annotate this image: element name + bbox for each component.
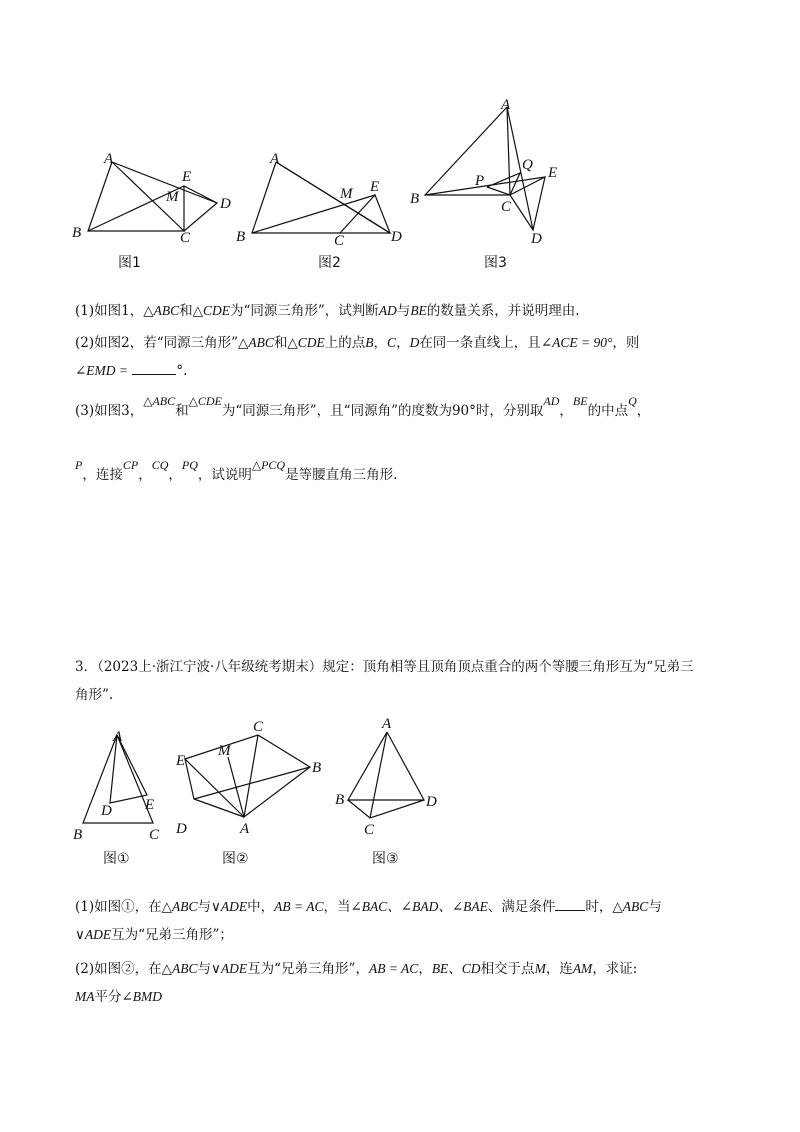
fig2-label-C: C [334, 233, 345, 249]
figure-3 [405, 95, 575, 255]
figc1-label-C: C [149, 827, 160, 843]
figure-circled-2 [170, 715, 335, 840]
fig2-label-E: E [370, 179, 380, 195]
figure-2 [230, 145, 410, 255]
fig2-label-A: A [270, 151, 280, 167]
figc2-label-A: A [240, 821, 250, 837]
fig1-label-D: D [220, 196, 231, 212]
question-3-2: (2)如图②，在△ABC与∨ADE互为“兄弟三角形”，AB = AC，BE、CD相交于点M，连AM，求证: [75, 961, 638, 977]
figc1-label-B: B [73, 827, 83, 843]
figc1-label-E: E [145, 797, 155, 813]
fig1-label-A: A [104, 151, 114, 167]
fig3-label-P: P [475, 173, 485, 189]
question-3-1-line2: ∨ADE互为“兄弟三角形”； [75, 927, 233, 943]
fig1-label-B: B [72, 225, 82, 241]
figc3-label-C: C [364, 822, 375, 837]
caption-fig3: 图3 [484, 255, 507, 271]
fig3-label-D: D [531, 231, 542, 247]
figure-circled-1 [65, 725, 175, 850]
question-1-2-line2: ∠EMD = °. [75, 360, 187, 382]
fig2-label-D: D [391, 229, 402, 245]
fig3-label-B: B [410, 191, 420, 207]
question-1-3: (3)如图3，△ABC和△CDE为“同源三角形”，且“同源角”的度数为90°时，分别取AD，BE的中点Q， [75, 394, 651, 419]
problem-3-header-cont: 角形”. [75, 687, 114, 703]
fig2-label-M: M [340, 186, 353, 202]
figc1-label-A: A [113, 729, 123, 745]
figure-circled-3 [330, 712, 450, 837]
question-1-2: (2)如图2，若“同源三角形”△ABC和△CDE上的点B，C，D在同一条直线上，且∠ACE = 90°，则 [75, 335, 640, 351]
fig3-label-A: A [501, 97, 511, 113]
question-3-1: (1)如图①，在△ABC与∨ADE中，AB = AC，当∠BAC、∠BAD、∠BAE、满足条件 时，△ABC与 [75, 896, 662, 918]
question-3-2-line2: MA平分∠BMD [75, 989, 163, 1005]
question-1-1: (1)如图1，△ABC和△CDE为“同源三角形”，试判断AD与BE的数量关系，并说明理由. [75, 303, 580, 319]
fig1-label-E: E [182, 169, 192, 185]
fig1-label-M: M [166, 189, 179, 205]
caption-fig2: 图2 [318, 255, 341, 271]
figc2-label-E: E [176, 753, 186, 769]
answer-blank-emd[interactable] [132, 360, 176, 375]
answer-blank-condition[interactable] [555, 896, 585, 911]
figc2-label-B: B [312, 760, 322, 776]
fig1-label-C: C [180, 230, 191, 246]
caption-circled-2: 图② [222, 851, 249, 867]
figc2-label-C: C [253, 719, 264, 735]
caption-circled-3: 图③ [372, 851, 399, 867]
figc1-label-D: D [101, 803, 112, 819]
figc3-label-B: B [335, 792, 345, 808]
fig3-label-C: C [501, 199, 512, 215]
caption-fig1: 图1 [118, 255, 141, 271]
fig3-label-Q: Q [522, 157, 533, 173]
caption-circled-1: 图① [103, 851, 130, 867]
question-1-3-line2: P，连接CP，CQ，PQ，试说明△PCQ是等腰直角三角形. [75, 458, 398, 483]
figc2-label-D: D [176, 821, 187, 837]
figc3-label-D: D [426, 794, 437, 810]
figc3-label-A: A [382, 716, 392, 732]
fig3-label-E: E [548, 165, 558, 181]
fig2-label-B: B [236, 229, 246, 245]
figc2-label-M: M [218, 743, 231, 759]
figure-1 [60, 145, 250, 255]
problem-3-header: 3．（2023上·浙江宁波·八年级统考期末）规定：顶角相等且顶角顶点重合的两个等腰三角形互为“兄弟三 [75, 659, 694, 675]
